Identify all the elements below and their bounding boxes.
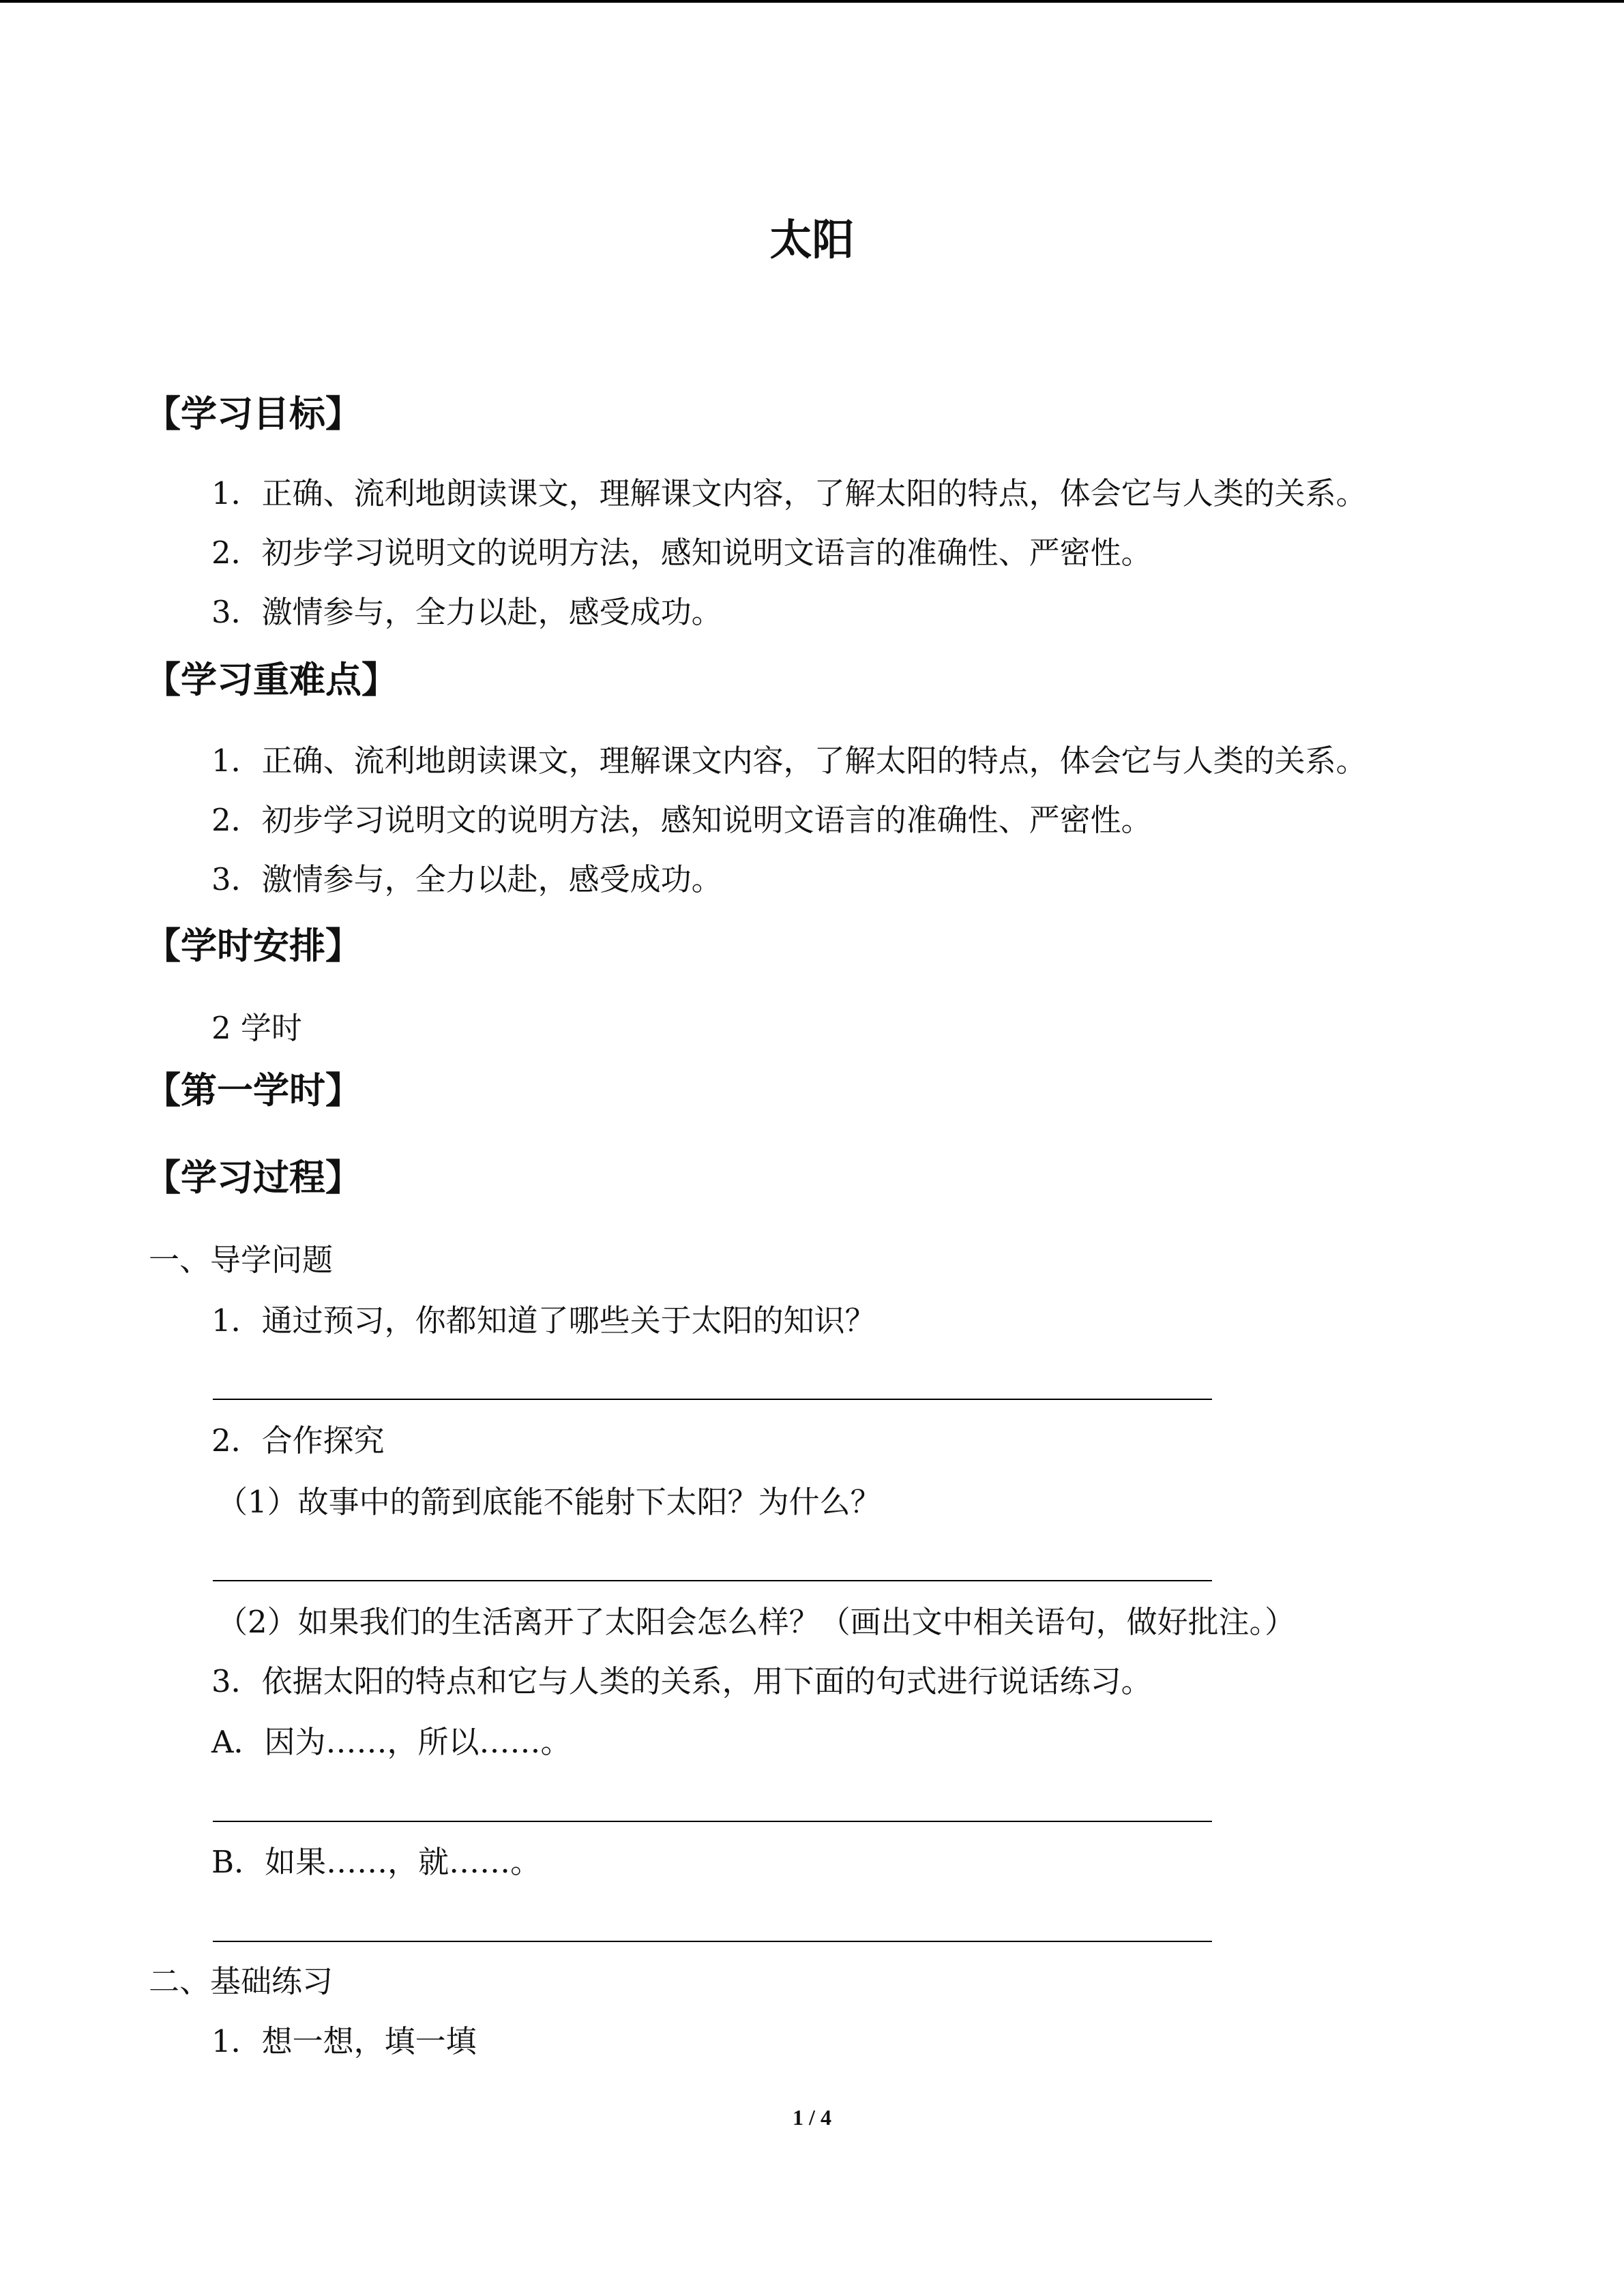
heading-process: 【学习过程】 [145,1157,361,1199]
answer-line-1[interactable] [213,1399,1212,1400]
part1-question-3-a: A．因为……，所以……。 [211,1724,572,1760]
key-point-item-3: 3．激情参与，全力以赴，感受成功。 [211,861,722,897]
goal-item-1: 1．正确、流利地朗读课文，理解课文内容，了解太阳的特点，体会它与人类的关系。 [211,475,1367,511]
part1-title: 一、导学问题 [149,1242,334,1278]
page-title: 太阳 [769,215,855,265]
part1-question-2-1: （1）故事中的箭到底能不能射下太阳？为什么？ [217,1484,881,1520]
heading-first-period: 【第一学时】 [145,1070,361,1112]
answer-line-4[interactable] [213,1941,1212,1942]
part1-question-1: 1．通过预习，你都知道了哪些关于太阳的知识？ [211,1302,876,1339]
heading-schedule: 【学时安排】 [145,925,361,967]
page-number: 1 / 4 [793,2105,831,2130]
goal-item-2: 2．初步学习说明文的说明方法，感知说明文语言的准确性、严密性。 [211,535,1152,571]
part1-question-3: 3．依据太阳的特点和它与人类的关系，用下面的句式进行说话练习。 [211,1663,1152,1699]
page-top-border [0,0,1624,3]
key-point-item-2: 2．初步学习说明文的说明方法，感知说明文语言的准确性、严密性。 [211,802,1152,838]
heading-goals: 【学习目标】 [145,393,361,435]
part1-question-3-b: B．如果……，就……。 [211,1844,542,1880]
part1-question-2-2: （2）如果我们的生活离开了太阳会怎么样？（画出文中相关语句，做好批注。） [217,1604,1296,1640]
key-point-item-1: 1．正确、流利地朗读课文，理解课文内容，了解太阳的特点，体会它与人类的关系。 [211,743,1367,779]
schedule-text: 2 学时 [211,1010,302,1046]
part2-title: 二、基础练习 [149,1963,334,1999]
answer-line-2[interactable] [213,1580,1212,1581]
goal-item-3: 3．激情参与，全力以赴，感受成功。 [211,594,722,630]
part1-question-2: 2．合作探究 [211,1422,385,1459]
part2-question-1: 1．想一想，填一填 [211,2023,477,2059]
heading-key-points: 【学习重难点】 [145,659,398,701]
answer-line-3[interactable] [213,1821,1212,1822]
